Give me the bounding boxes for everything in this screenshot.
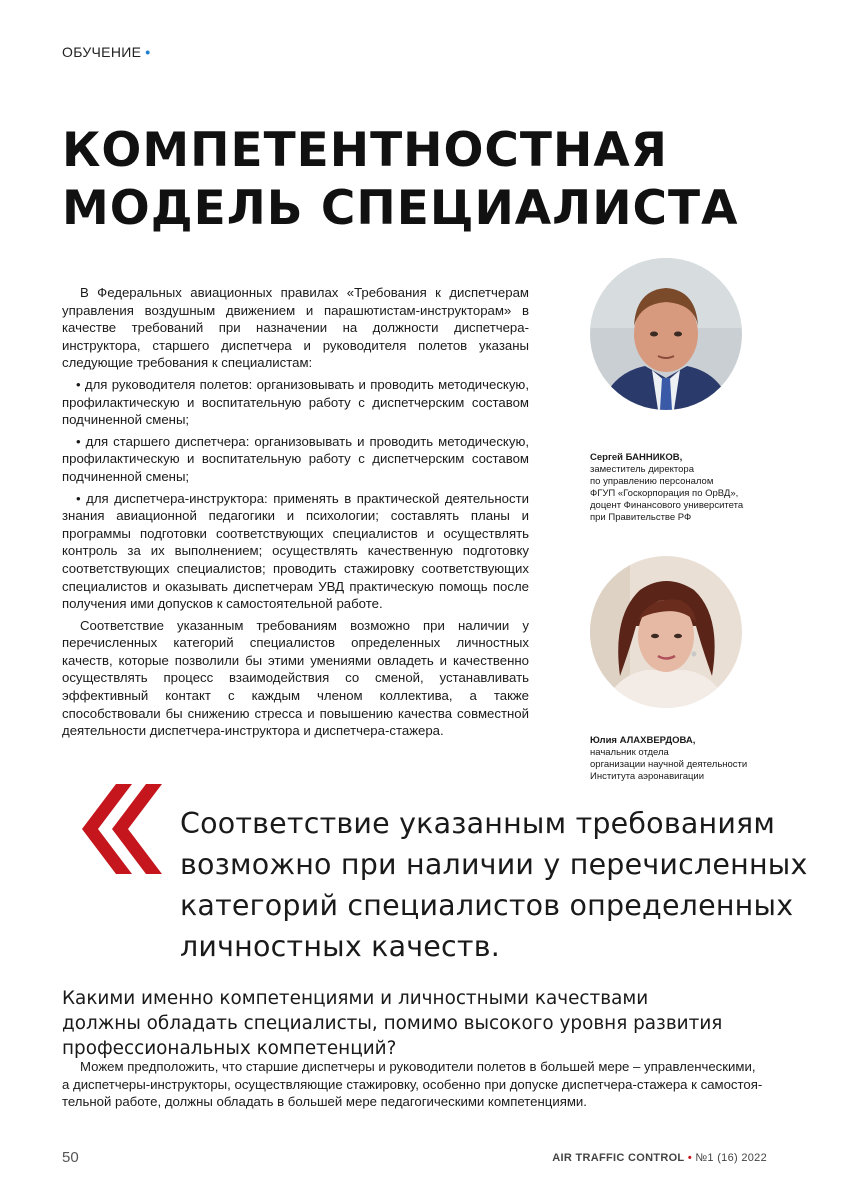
interview-question: [62, 986, 782, 1061]
article-title: [62, 122, 782, 238]
footer-separator: •: [687, 1152, 692, 1164]
pull-quote-line: личностных качеств.: [180, 930, 500, 963]
author-position-line: доцент Финансового университета: [590, 500, 744, 511]
quote-mark-icon: [82, 784, 162, 874]
author-name: Юлия АЛАХВЕРДОВА,: [590, 735, 696, 746]
magazine-footer: [552, 1152, 767, 1164]
author-photo-bannikov: [590, 258, 742, 410]
interview-answer: [62, 1058, 780, 1111]
magazine-name: AIR TRAFFIC CONTROL: [552, 1152, 685, 1164]
section-bullet: •: [145, 44, 151, 60]
author-position-line: по управлению персоналом: [590, 476, 714, 487]
author-caption-bannikov: [590, 452, 780, 524]
pull-quote: [180, 803, 808, 967]
bullet-senior-controller: • для старшего диспетчера: организовывать и проводить методическую, профилактическую и воспитательную работу с диспетчерским составом подчиненной смены;: [62, 433, 529, 484]
author-position-line: ФГУП «Госкорпорация по ОрВД»,: [590, 488, 739, 499]
author-position-line: при Правительстве РФ: [590, 512, 692, 523]
title-line-2: МОДЕЛЬ СПЕЦИАЛИСТА: [62, 181, 739, 236]
bullet-flight-director: • для руководителя полетов: организовывать и проводить методическую, профилактическую и воспитательную работу с диспетчерским составом подчиненной смены;: [62, 376, 529, 428]
bullet-instructor: • для диспетчера-инструктора: применять в практической деятельности знания авиационной педагогики и психологии; составлять планы и программы подготовки соответствующих специалистов и осуществлять контроль за их выполнением; осуществлять качественную подготовку соответствующих специалистов; проводить стажировку соответствующих специалистов и оказывать диспетчерам УВД практическую помощь после получения ими допусков к самостоятельной работе.: [62, 490, 529, 612]
article-body: [62, 284, 529, 744]
question-line: должны обладать специалисты, помимо высокого уровня развития: [62, 1013, 723, 1034]
section-name: ОБУЧЕНИЕ: [62, 44, 142, 60]
answer-line: а диспетчеры-инструкторы, осуществляющие стажировку, особенно при допуске диспетчера-стажера к самостоя-: [62, 1076, 763, 1092]
pull-quote-line: категорий специалистов определенных: [180, 889, 794, 922]
author-photo-alakhverdova: [590, 556, 742, 708]
issue-number: №1 (16) 2022: [695, 1152, 767, 1164]
pull-quote-line: Соответствие указанным требованиям: [180, 807, 776, 840]
author-caption-alakhverdova: [590, 735, 780, 783]
author-position-line: организации научной деятельности: [590, 759, 748, 770]
question-line: Какими именно компетенциями и личностными качествами: [62, 988, 649, 1009]
answer-line: Можем предположить, что старшие диспетчеры и руководители полетов в большей мере – управленческими,: [80, 1059, 756, 1074]
page-number: 50: [62, 1149, 79, 1166]
paragraph-conclusion: Соответствие указанным требованиям возможно при наличии у перечисленных категорий специалистов определенных личностных качеств, которые позволили бы этими умениями овладеть и качественно осуществлять процесс взаимодействия со сменой, устанавливать эффективный контакт с каждым членом коллектива, а также способствовали бы снижению стресса и повышению качества совместной деятельности диспетчера-инструктора и диспетчера-стажера.: [62, 617, 529, 739]
answer-line: тельной работе, должны обладать в большей мере педагогическими компетенциями.: [62, 1094, 587, 1110]
author-position-line: начальник отдела: [590, 747, 669, 758]
question-line: профессиональных компетенций?: [62, 1038, 397, 1059]
title-line-1: КОМПЕТЕНТНОСТНАЯ: [62, 123, 668, 178]
pull-quote-line: возможно при наличии у перечисленных: [180, 848, 808, 881]
section-label: [62, 44, 150, 60]
author-position-line: Института аэронавигации: [590, 771, 705, 782]
author-name: Сергей БАННИКОВ,: [590, 452, 683, 463]
paragraph-intro: В Федеральных авиационных правилах «Требования к диспетчерам управления воздушным движением и парашютистам-инструкторам» в качестве требований при назначении на должности диспетчера-инструктора, старшего диспетчера и руководителя полетов указаны следующие требования к специалистам:: [62, 285, 529, 371]
author-position-line: заместитель директора: [590, 464, 694, 475]
